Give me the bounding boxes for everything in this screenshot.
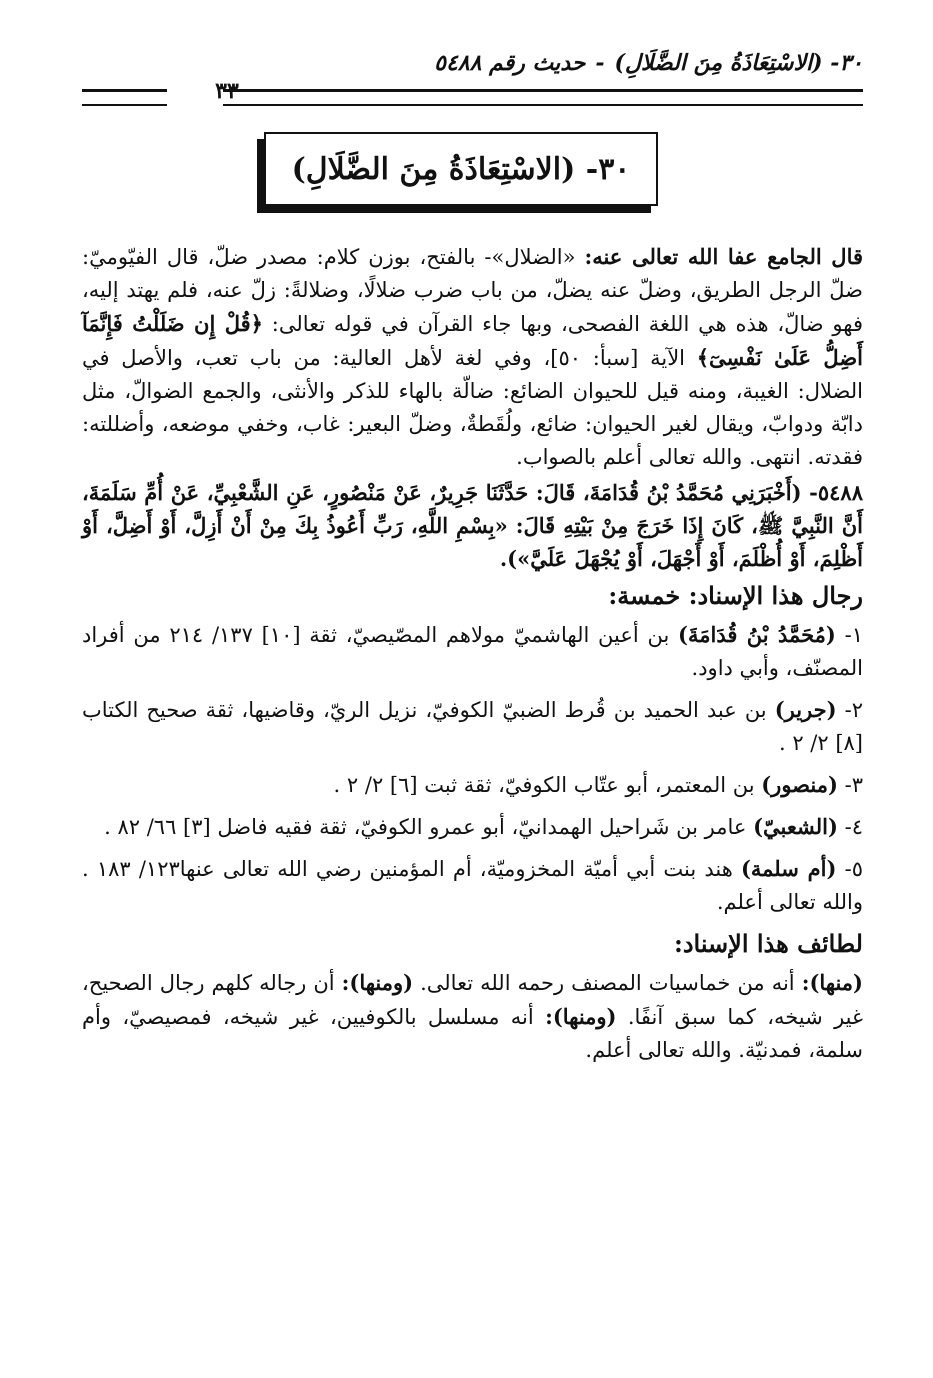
narrator-number: ٤-: [844, 815, 863, 839]
narrator-number: ٥-: [844, 857, 863, 881]
commentary-lead: قال الجامع عفا الله تعالى عنه:: [584, 244, 864, 269]
commentary-text-a: «الضلال»- بالفتح، بوزن كلام: مصدر ضلّ، قال الفيّوميّ: ضلّ الرجل الطريق، وضلّ عنه يضلّ، من باب ضرب ضلالًا، وضلالةً: زلّ عنه، فلم يهتد إليه، فهو ضالّ، هذه هي اللغة الفصحى، وبها جاء القرآن في قوله تعالى:: [82, 245, 863, 336]
lataif-marker: (ومنها):: [545, 1004, 617, 1029]
running-head: [380, 50, 863, 76]
narrator-description: بن عبد الحميد بن قُرط الضبيّ الكوفيّ، نزيل الريّ، وقاضيها، ثقة صحيح الكتاب [٨] ٢/ ٢ .: [82, 698, 863, 755]
lataif-paragraph: [82, 966, 863, 1067]
lataif-marker: (ومنها):: [341, 970, 414, 995]
lataif-heading: لطائف هذا الإسناد:: [673, 929, 863, 958]
narrator-description: بن أعين الهاشميّ مولاهم المصّيصيّ، ثقة [١٠] ١٣٧/ ٢١٤ من أفراد المصنّف، وأبي داود.: [82, 623, 863, 680]
header-rule-long: [223, 89, 863, 106]
hadith-text: ٥٤٨٨- (أَخْبَرَنِي مُحَمَّدُ بْنُ قُدَامَةَ، قَالَ: حَدَّثَنَا جَرِيرٌ، عَنْ مَنْصُورٍ، عَنِ الشَّعْبِيِّ، عَنْ أُمِّ سَلَمَةَ، أَنَّ النَّبِيَّ ﷺ، كَانَ إِذَا خَرَجَ مِنْ بَيْتِهِ قَالَ: «بِسْمِ اللَّهِ، رَبِّ أَعُوذُ بِكَ مِنْ أَنْ أَزِلَّ، أَوْ أَضِلَّ، أَوْ أَظْلِمَ، أَوْ أُظْلَمَ، أَوْ أَجْهَلَ، أَوْ يُجْهَلَ عَلَيَّ»).: [82, 480, 863, 571]
narrator-item: [82, 810, 863, 844]
page-number: ٣٣: [215, 78, 239, 104]
chapter-title: ٣٠- (الاسْتِعَاذَةُ مِنَ الضَّلَالِ): [291, 151, 631, 187]
narrator-item: [82, 693, 863, 760]
narrator-description: عامر بن شَراحيل الهمدانيّ، أبو عمرو الكوفيّ، ثقة فقيه فاضل [٣] ٦٦/ ٨٢ .: [104, 815, 747, 839]
narrator-description: هند بنت أبي أميّة المخزوميّة، أم المؤمنين رضي الله تعالى عنها١٢٣/ ١٨٣ . والله تعالى أعلم.: [82, 857, 863, 914]
lataif-text: أنه مسلسل بالكوفيين، غير شيخه، فمصيصيّ، وأم سلمة، فمدنيّة. والله تعالى أعلم.: [82, 1005, 863, 1062]
narrator-name: (منصور): [761, 772, 838, 797]
body-text: [82, 240, 863, 1067]
narrator-item: [82, 618, 863, 685]
narrator-item: [82, 852, 863, 919]
narrators-heading: رجال هذا الإسناد: خمسة:: [608, 581, 863, 610]
narrator-item: [82, 768, 863, 802]
running-head-chapter: ٣٠- (الاسْتِعَاذَةُ مِنَ الضَّلَالِ): [614, 50, 863, 76]
header-rule-short: [82, 89, 167, 106]
quran-verse: ﴿قُلْ إِن ضَلَلْتُ فَإِنَّمَآ أَضِلُّ عَلَىٰ نَفْسِىٓ﴾: [82, 311, 863, 370]
narrator-name: (مُحَمَّدُ بْنُ قُدَامَةَ): [678, 622, 836, 647]
narrator-name: (أم سلمة): [740, 856, 837, 881]
chapter-title-box: [264, 132, 658, 206]
header-rule: [82, 78, 863, 104]
narrator-number: ١-: [844, 623, 864, 647]
narrator-name: (الشعبيّ): [753, 814, 838, 839]
narrator-number: ٢-: [844, 698, 863, 722]
running-head-separator: -: [595, 50, 605, 76]
narrator-number: ٣-: [844, 773, 863, 797]
narrator-description: بن المعتمر، أبو عتّاب الكوفيّ، ثقة ثبت [٦] ٢/ ٢ .: [333, 773, 755, 797]
lataif-text: أنه من خماسيات المصنف رحمه الله تعالى.: [420, 971, 795, 995]
commentary-paragraph: [82, 240, 863, 474]
narrator-name: (جرير): [774, 697, 837, 722]
lataif-marker: (منها):: [801, 970, 863, 995]
lataif-text: أن رجاله كلهم رجال الصحيح، غير شيخه، كما سبق آنفًا.: [82, 971, 863, 1029]
commentary-text-b: الآية [سبأ: ٥٠]، وفي لغة لأهل العالية: من باب تعب، والأصل في الضلال: الغيبة، ومنه قيل للحيوان الضائع: ضالّة بالهاء للذكر والأنثى، والجمع الضوالّ، مثل دابّة ودوابّ، ويقال لغير الحيوان: ضائع، ولُقَطةٌ، وضلّ البعير: غاب، وخفي موضعه، وأضللته: فقدته. انتهى. والله تعالى أعلم بالصواب.: [82, 346, 863, 469]
running-head-hadith-ref: حديث رقم ٥٤٨٨: [434, 50, 586, 76]
